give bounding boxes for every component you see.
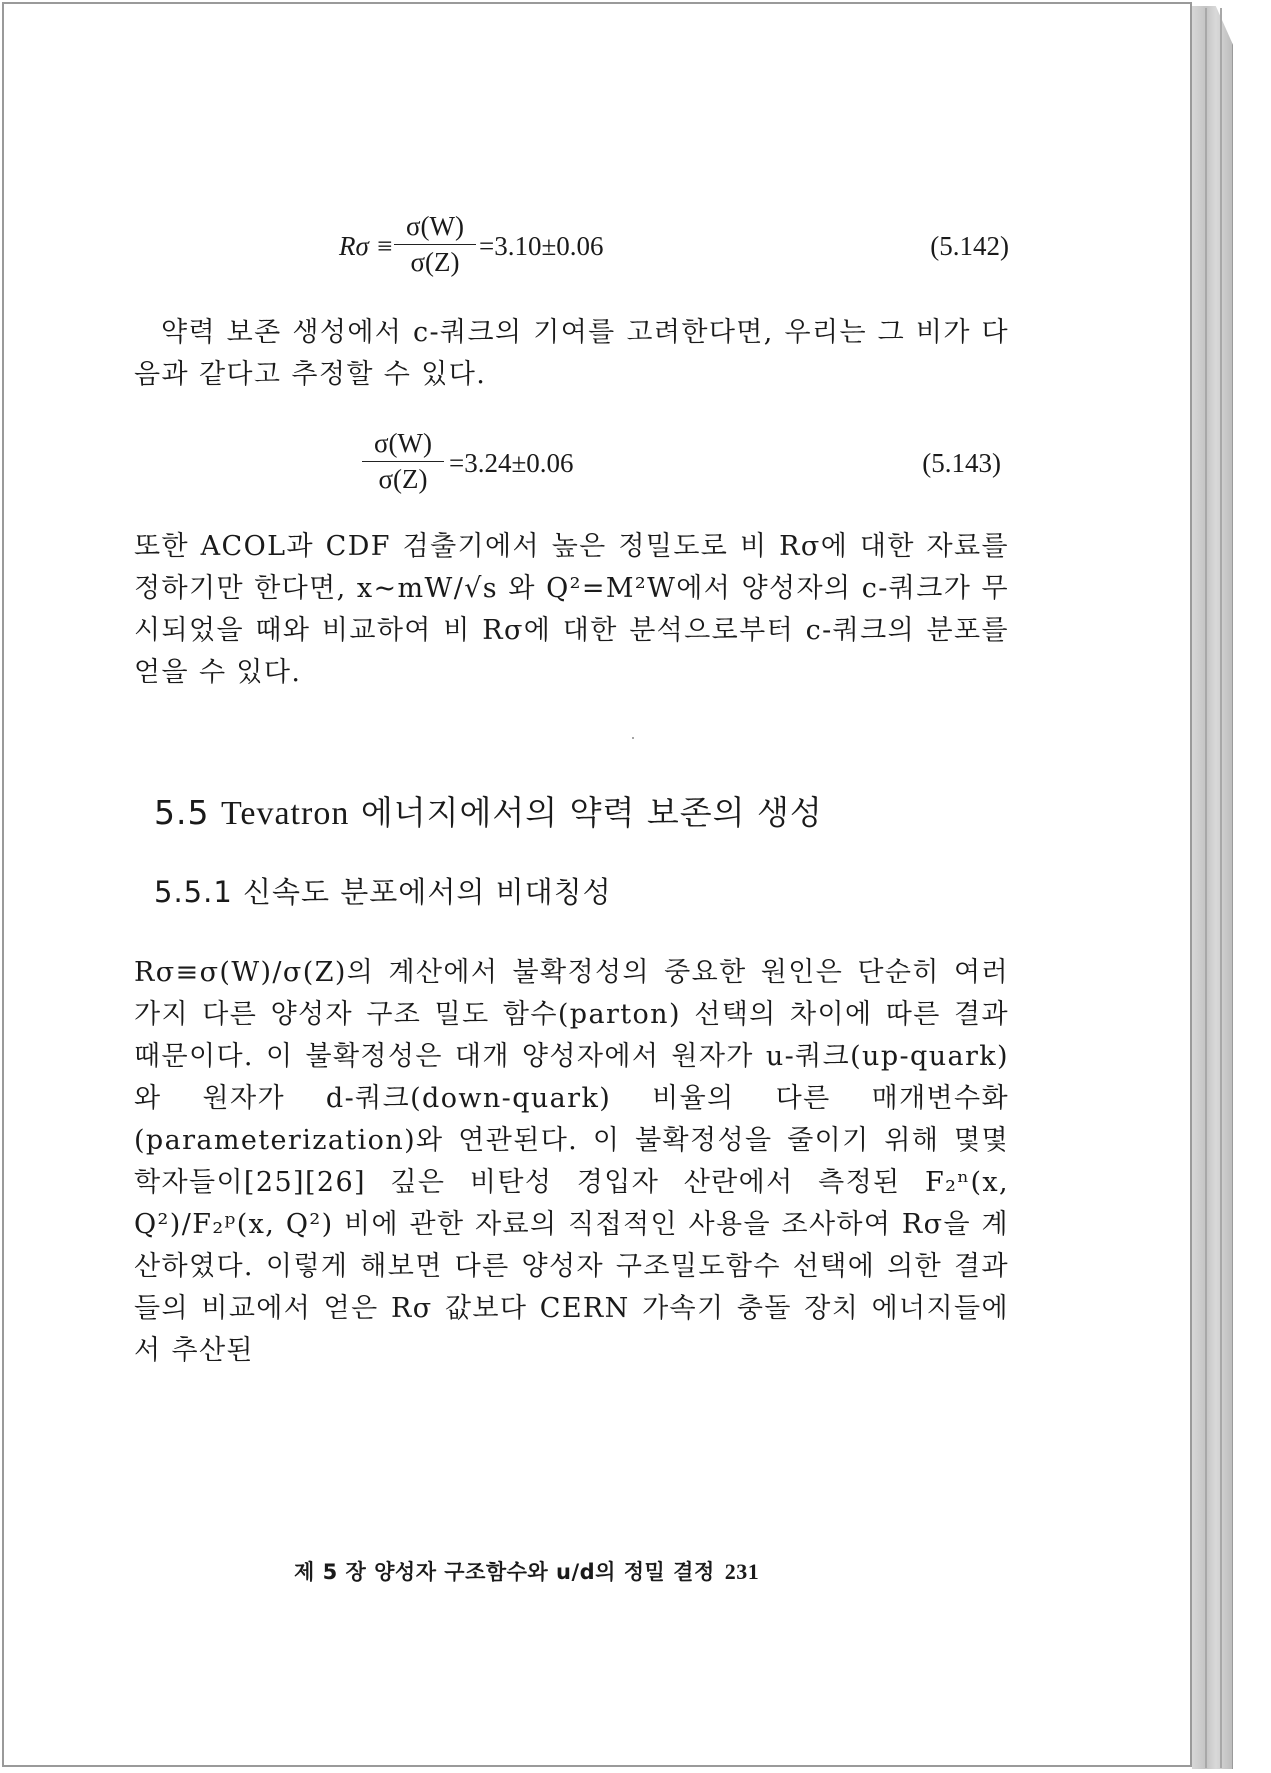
paragraph: [134, 952, 1009, 1372]
equation-fraction: [362, 428, 444, 495]
paragraph: [134, 526, 1009, 694]
equation-number: (5.142): [930, 231, 1009, 261]
page-number: 231: [724, 1559, 760, 1584]
equation-fraction: [394, 211, 476, 278]
paragraph-text: Rσ≡σ(W)/σ(Z)의 계산에서 불확정성의 중요한 원인은 단순히 여러 가지 다른 양성자 구조 밀도 함수(parton) 선택의 차이에 따른 결과 때문이다. 이 불확정성은 대개 양성자에서 원자가 u-쿼크(up-quark)와 원자가 d-쿼크(down-quark) 비율의 다른 매개변수화(parameterization)와 연관된다. 이 불확정성을 줄이기 위해 몇몇 학자들이[25][26] 깊은 비탄성 경입자 산란에서 측정된 F₂ⁿ(x, Q²)/F₂ᵖ(x, Q²) 비에 관한 자료의 직접적인 사용을 조사하여 Rσ을 계산하였다. 이렇게 해보면 다른 양성자 구조밀도함수 선택에 의한 결과들의 비교에서 얻은 Rσ 값보다 CERN 가속기 충돌 장치 에너지들에서 추산된: [134, 957, 1009, 1366]
section-number: 5.5: [154, 793, 210, 832]
subsection-number: 5.5.1: [154, 875, 233, 909]
equation-rhs: =3.24±0.06: [449, 448, 574, 478]
section-title: 에너지에서의 약력 보존의 생성: [360, 793, 823, 832]
running-footer: [294, 1556, 759, 1586]
section-heading: [154, 787, 823, 834]
equation-denominator: σ(Z): [378, 464, 428, 494]
page-stack-line: [1205, 8, 1207, 1768]
subsection-heading: [154, 870, 612, 911]
equation-rhs: =3.10±0.06: [479, 231, 604, 261]
equation-number: (5.143): [922, 448, 1001, 478]
paragraph-text: 또한 ACOL과 CDF 검출기에서 높은 정밀도로 비 Rσ에 대한 자료를 정하기만 한다면, x~mW/√s 와 Q²=M²W에서 양성자의 c-쿼크가 무시되었을 때와 비교하여 비 Rσ에 대한 분석으로부터 c-쿼크의 분포를 얻을 수 있다.: [134, 531, 1009, 688]
equation-5-143: [134, 426, 1009, 506]
section-title-latin: Tevatron: [220, 795, 350, 832]
speck: [632, 737, 634, 739]
equation-numerator: σ(W): [394, 211, 476, 245]
page-sheet: [2, 2, 1192, 1767]
equation-lhs: Rσ ≡: [339, 231, 394, 261]
paragraph-text: 약력 보존 생성에서 c-쿼크의 기여를 고려한다면, 우리는 그 비가 다음과 같다고 추정할 수 있다.: [134, 317, 1009, 390]
paragraph: [134, 312, 1009, 396]
footer-chapter: 제 5 장 양성자 구조함수와 u/d의 정밀 결정: [294, 1560, 715, 1584]
equation-denominator: σ(Z): [410, 247, 460, 277]
subsection-title: 신속도 분포에서의 비대칭성: [243, 875, 612, 909]
page-stack-line: [1220, 8, 1222, 1768]
equation-5-142: [134, 209, 1009, 289]
equation-numerator: σ(W): [362, 428, 444, 462]
page-stack-edge: [1192, 6, 1233, 1769]
